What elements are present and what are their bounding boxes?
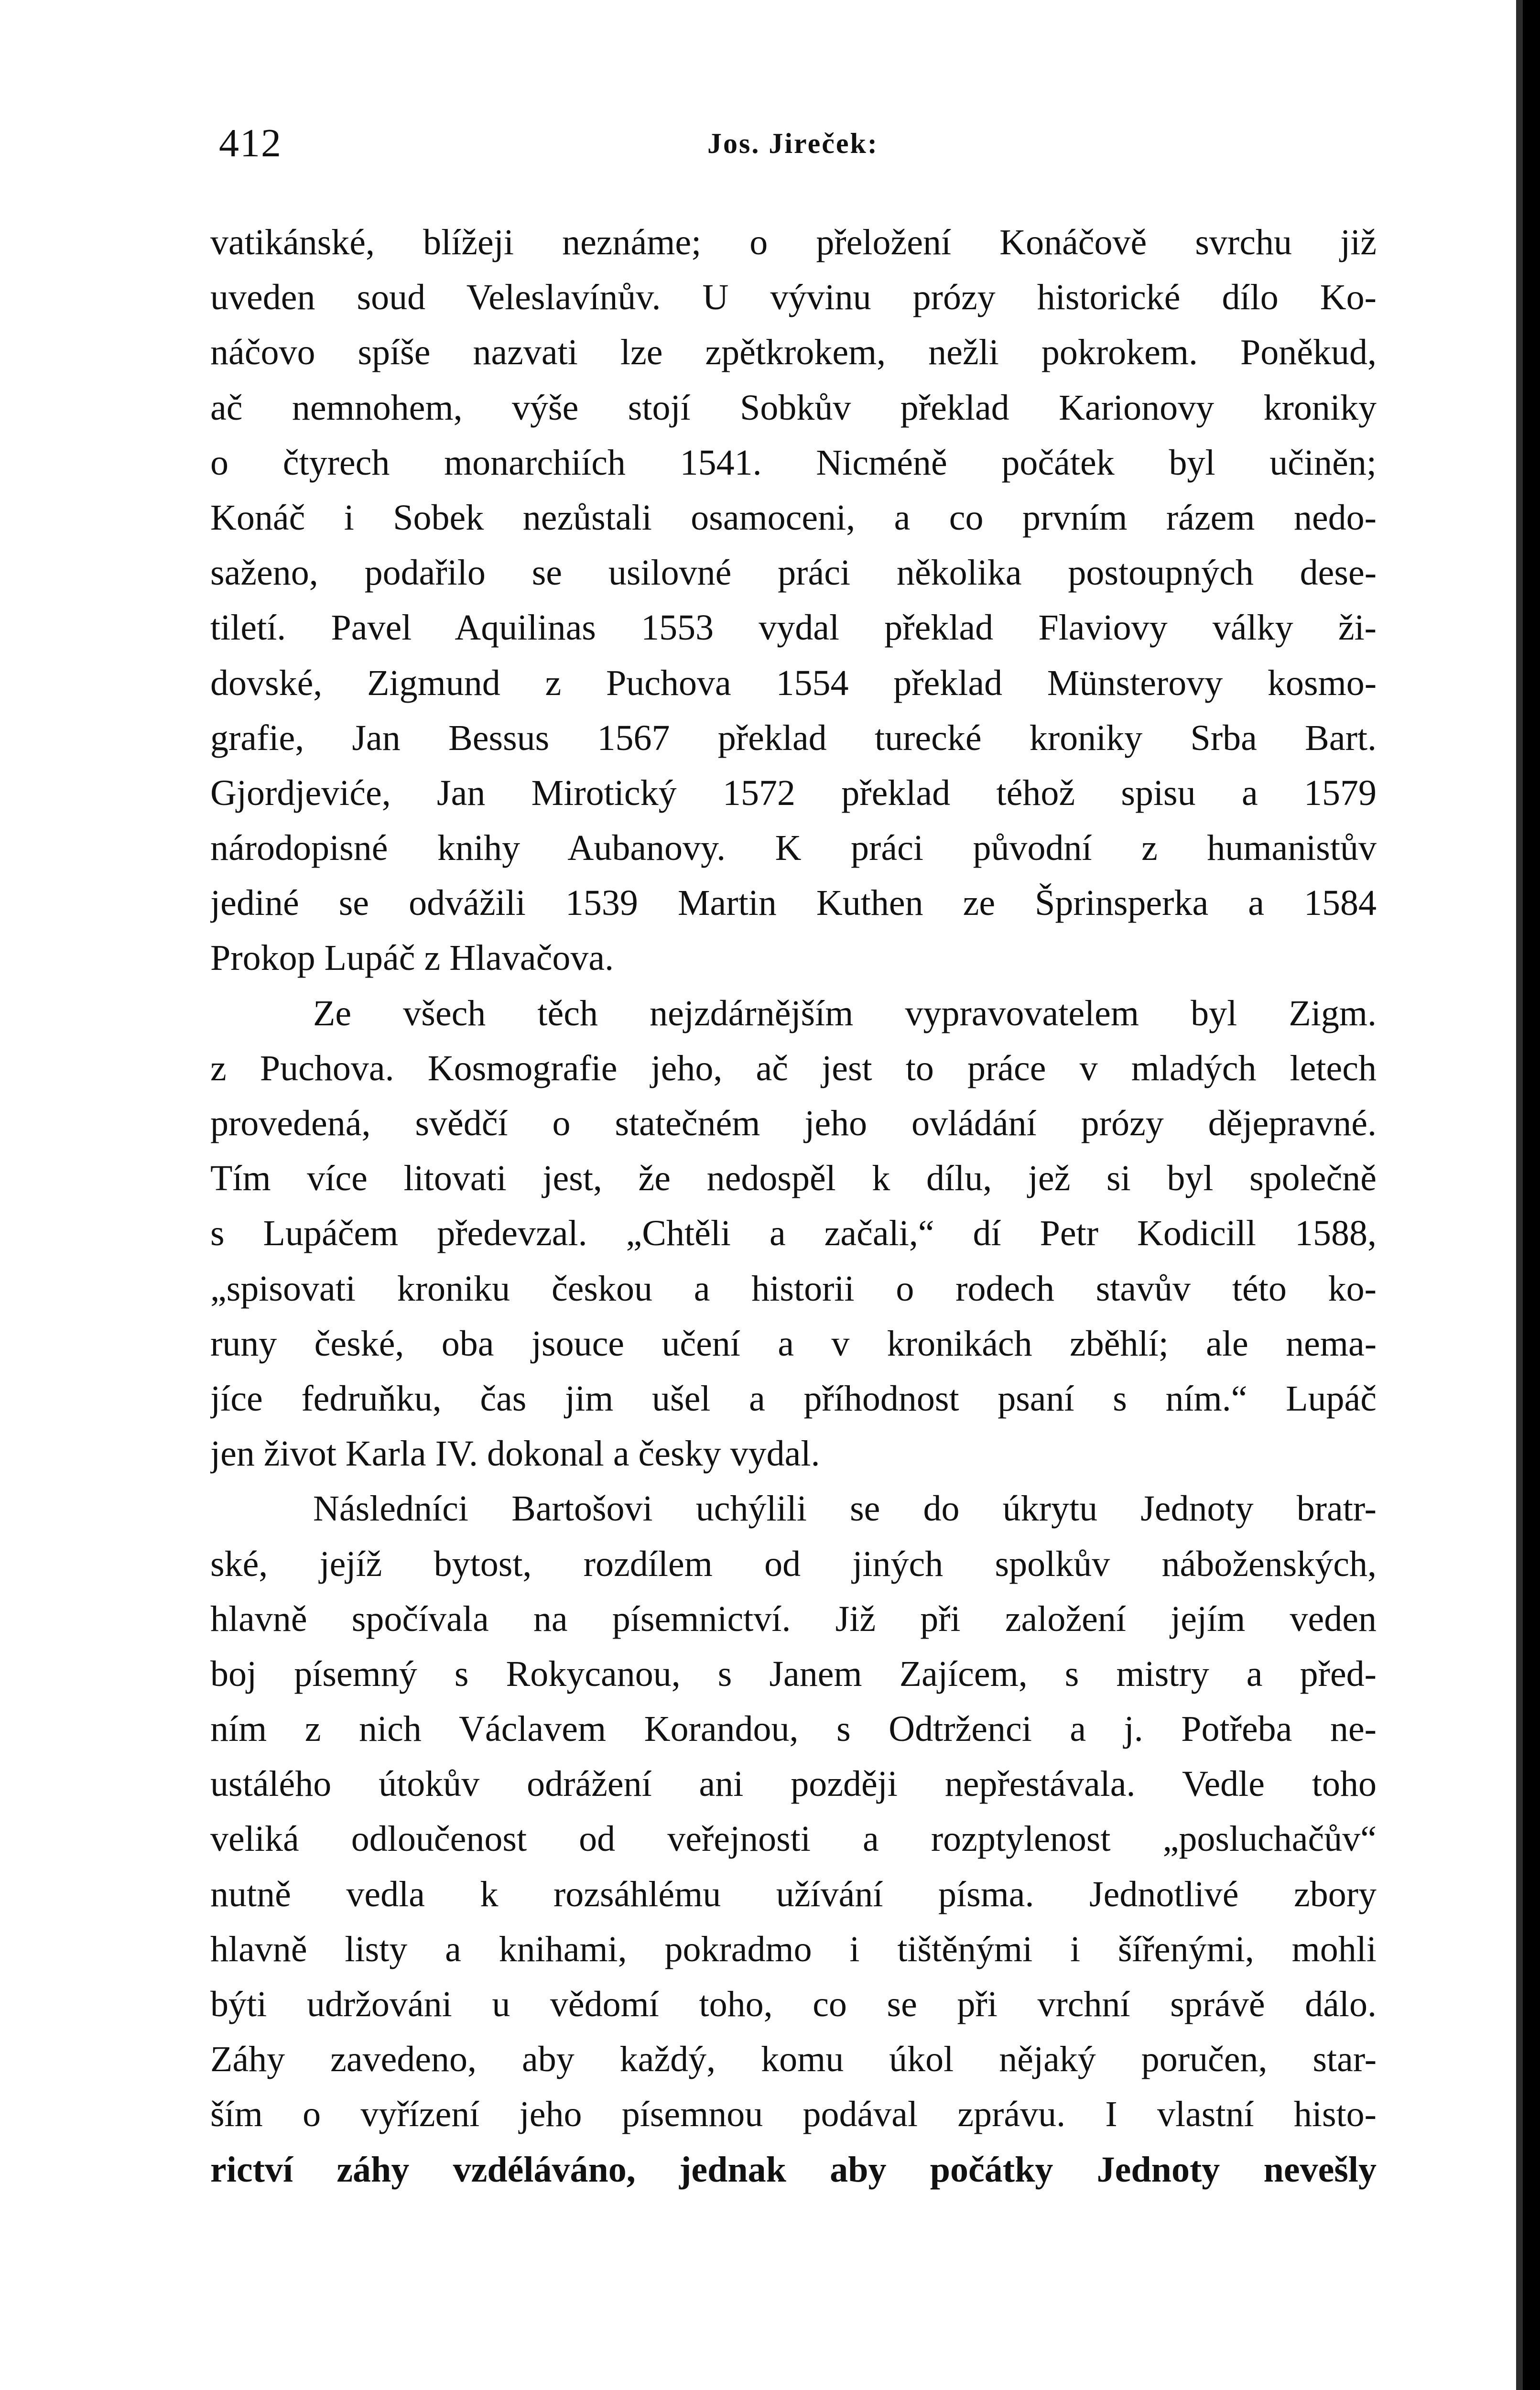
text-line: náčovo spíše nazvati lze zpětkrokem, nežli pokrokem. Poněkud, [210,332,1377,373]
text-line: provedená, svědčí o statečném jeho ovládání prózy dějepravné. [210,1103,1377,1143]
text-line: dovské, Zigmund z Puchova 1554 překlad Münsterovy kosmo- [210,663,1377,703]
text-line: z Puchova. Kosmografie jeho, ač jest to práce v mladých letech [210,1048,1377,1088]
paragraph-start-line: Ze všech těch nejzdárnějším vypravovatelem byl Zigm. [313,993,1377,1033]
text-line: vatikánské, blížeji neznáme; o přeložení Konáčově svrchu již [210,222,1377,262]
text-line: ustálého útokův odrážení ani později nepřestávala. Vedle toho [210,1764,1377,1804]
text-line: ším o vyřízení jeho písemnou podával zprávu. I vlastní histo- [210,2094,1377,2135]
body-text [210,215,1377,2197]
text-line: boj písemný s Rokycanou, s Janem Zajícem, s mistry a před- [210,1653,1377,1694]
text-line: národopisné knihy Aubanovy. K práci původní z humanistův [210,828,1377,869]
text-line: uveden soud Veleslavínův. U vývinu prózy historické dílo Ko- [210,277,1377,318]
text-line: Konáč i Sobek nezůstali osamoceni, a co prvním rázem nedo- [210,497,1377,538]
paragraph-start-line: Následníci Bartošovi uchýlili se do úkrytu Jednoty bratr- [313,1488,1377,1529]
text-line: hlavně spočívala na písemnictví. Již při založení jejím veden [210,1598,1377,1639]
scan-edge [1523,0,1540,2390]
text-line: jíce fedruňku, čas jim ušel a příhodnost psaní s ním.“ Lupáč [210,1378,1377,1419]
text-line: veliká odloučenost od veřejnosti a rozptylenost „posluchačův“ [210,1819,1377,1859]
text-line: hlavně listy a knihami, pokradmo i tištěnými i šířenými, mohli [210,1929,1377,1969]
text-line: býti udržováni u vědomí toho, co se při vrchní správě dálo. [210,1984,1377,2024]
page-number: 412 [219,121,282,165]
text-line: rictví záhy vzdéláváno, jednak aby počátky Jednoty nevešly [210,2149,1377,2190]
page-header [210,115,1377,172]
text-line: ské, jejíž bytost, rozdílem od jiných spolkův náboženských, [210,1543,1377,1584]
text-line: Prokop Lupáč z Hlavačova. [210,938,614,978]
text-line: Záhy zavedeno, aby každý, komu úkol nějaký poručen, star- [210,2039,1377,2080]
running-head: Jos. Jireček: [707,128,878,159]
text-line: Gjordjeviće, Jan Mirotický 1572 překlad téhož spisu a 1579 [210,772,1377,813]
text-line: runy české, oba jsouce učení a v kronikách zběhlí; ale nema- [210,1323,1377,1364]
scan-edge-shadow [1516,0,1523,2390]
text-line: s Lupáčem předevzal. „Chtěli a začali,“ dí Petr Kodicill 1588, [210,1213,1377,1254]
text-line: ním z nich Václavem Korandou, s Odtrženci a j. Potřeba ne- [210,1709,1377,1749]
text-line: „spisovati kroniku českou a historii o rodech stavův této ko- [210,1268,1377,1309]
text-line: ač nemnohem, výše stojí Sobkův překlad Karionovy kroniky [210,387,1377,428]
text-line: o čtyrech monarchiích 1541. Nicméně počátek byl učiněn; [210,442,1377,483]
text-line: jen život Karla IV. dokonal a česky vydal. [210,1434,820,1474]
text-line: jediné se odvážili 1539 Martin Kuthen ze Šprinsperka a 1584 [210,883,1377,923]
text-line: nutně vedla k rozsáhlému užívání písma. Jednotlivé zbory [210,1874,1377,1914]
text-line: grafie, Jan Bessus 1567 překlad turecké kroniky Srba Bart. [210,717,1377,758]
text-line: saženo, podařilo se usilovné práci několika postoupných dese- [210,553,1377,593]
text-line: tiletí. Pavel Aquilinas 1553 vydal překlad Flaviovy války ži- [210,608,1377,648]
text-line: Tím více litovati jest, že nedospěl k dílu, jež si byl společně [210,1158,1377,1199]
